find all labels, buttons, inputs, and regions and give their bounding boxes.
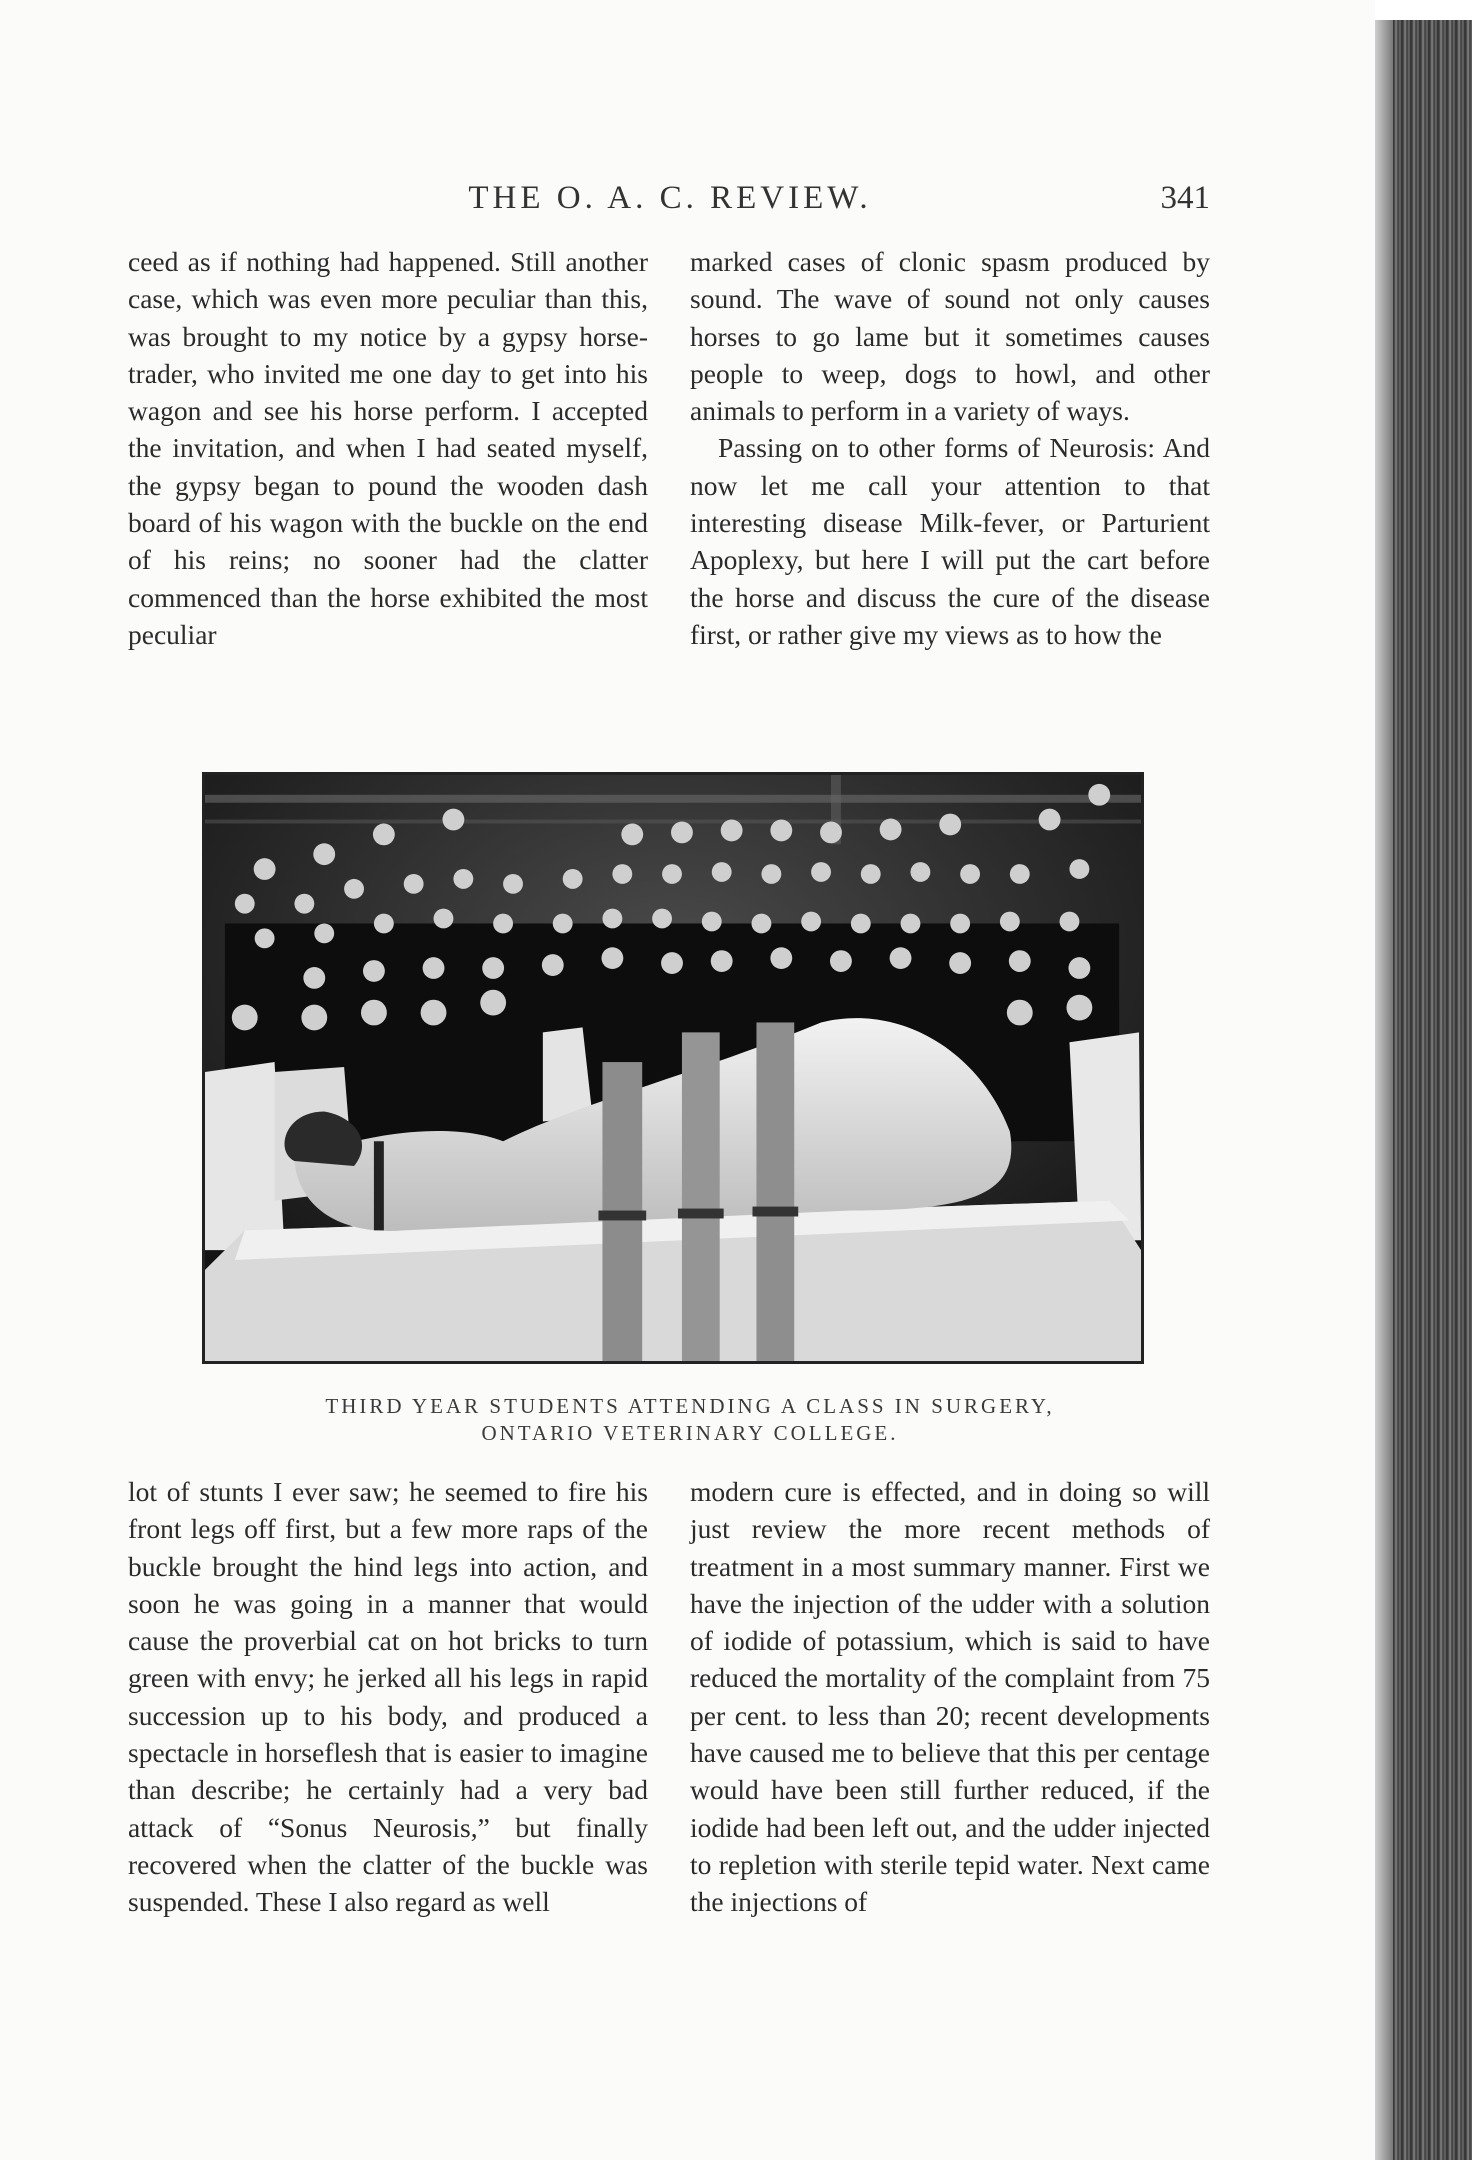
paragraph: ceed as if nothing had happened. Still another case, which was even more peculiar than this, was brought to my notice by a gypsy horse-trader, who invited me one day to get into his wagon and see his horse perform. I accepted the invitation, and when I had seated myself, the gypsy began to pound the wooden dash board of his wagon with the buckle on the end of his reins; no sooner had the clatter commenced than the horse exhibited the most peculiar [128,246,648,650]
figure-caption-line-2: ONTARIO VETERINARY COLLEGE. [481,1421,899,1445]
photo-surgery-class [205,775,1141,1361]
column-bottom-left [128,1473,648,1921]
paragraph: lot of stunts I ever saw; he seemed to fire his front legs off first, but a few more raps of the buckle brought the hind legs into action, and soon he was going in a manner that would cause the proverbial cat on hot bricks to turn green with envy; he jerked all his legs in rapid succession up to his body, and produced a spectacle in horseflesh that is easier to imagine than describe; he certainly had a very bad attack of “Sonus Neurosis,” but finally recovered when the clatter of the buckle was suspended. These I also regard as well [128,1476,648,1918]
column-top-left [128,243,648,653]
journal-title: THE O. A. C. REVIEW. [468,180,872,216]
column-top-right [690,243,1210,653]
running-head [130,180,1210,226]
page-number: 341 [1160,180,1210,216]
figure-caption-line-1: THIRD YEAR STUDENTS ATTENDING A CLASS IN SURGERY, [325,1394,1055,1418]
paragraph: modern cure is effected, and in doing so will just review the more recent methods of treatment in a most summary manner. First we have the injection of the udder with a solution of iodide of potassium, which is said to have reduced the mortality of the complaint from 75 per cent. to less than 20; recent developments have caused me to believe that this per centage would have been still further reduced, if the iodide had been left out, and the udder injected to repletion with sterile tepid water. Next came the injections of [690,1476,1210,1918]
paragraph: marked cases of clonic spasm produced by sound. The wave of sound not only causes horses to go lame but it sometimes causes people to weep, dogs to howl, and other animals to perform in a variety of ways. [690,246,1210,427]
book-fore-edge [1375,20,1472,2160]
paragraph: Passing on to other forms of Neurosis: And now let me call your attention to that interesting disease Milk-fever, or Parturient Apoplexy, but here I will put the cart before the horse and discuss the cure of the disease first, or rather give my views as to how the [690,432,1210,650]
halftone-photograph [202,772,1144,1364]
column-bottom-right [690,1473,1210,1921]
